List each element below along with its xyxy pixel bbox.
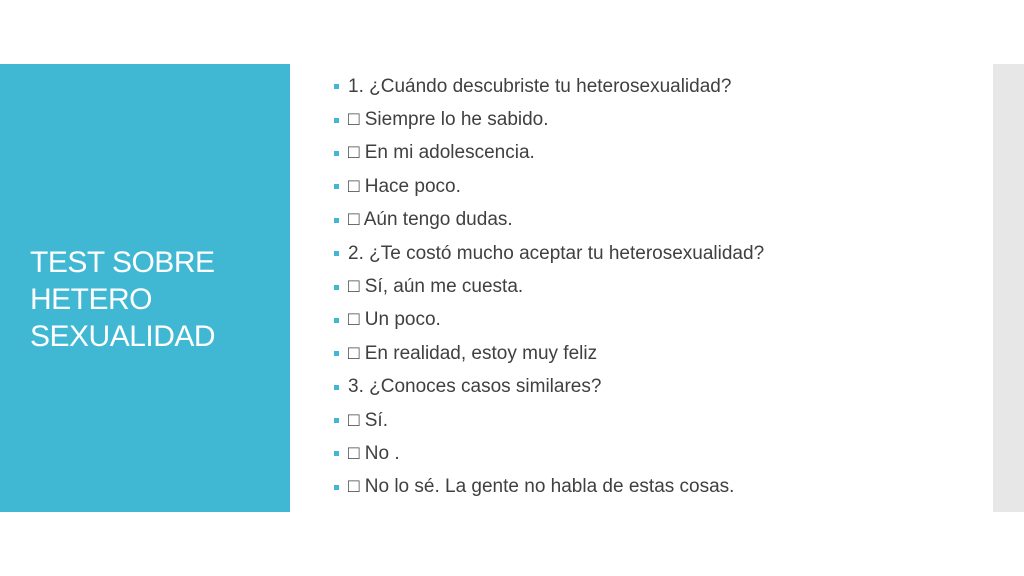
bullet-text: □ Sí. — [348, 409, 388, 431]
square-bullet-icon — [334, 184, 339, 189]
bullet-text: □ Sí, aún me cuesta. — [348, 276, 524, 298]
bullet-text: □ No . — [348, 442, 400, 464]
bullet-text: □ En realidad, estoy muy feliz — [348, 342, 598, 364]
bullet-text: □ En mi adolescencia. — [348, 142, 535, 164]
bullet-item — [334, 304, 764, 337]
bullet-item — [334, 137, 764, 170]
square-bullet-icon — [334, 118, 339, 123]
bullet-item — [334, 204, 764, 237]
bullet-text: 3. ¿Conoces casos similares? — [348, 376, 602, 398]
square-bullet-icon — [334, 451, 339, 456]
square-bullet-icon — [334, 318, 339, 323]
square-bullet-icon — [334, 418, 339, 423]
title-panel — [0, 64, 290, 512]
bullet-item — [334, 103, 764, 136]
bullet-text: 1. ¿Cuándo descubriste tu heterosexualidad? — [348, 75, 732, 97]
bullet-item — [334, 437, 764, 470]
bullet-list — [334, 70, 764, 504]
bullet-text: □ Un poco. — [348, 309, 441, 331]
bullet-item — [334, 471, 764, 504]
bullet-item — [334, 170, 764, 203]
bullet-item — [334, 70, 764, 103]
bullet-text: □ Hace poco. — [348, 175, 461, 197]
square-bullet-icon — [334, 385, 339, 390]
bullet-text: □ Aún tengo dudas. — [348, 209, 513, 231]
bullet-item — [334, 371, 764, 404]
square-bullet-icon — [334, 285, 339, 290]
bullet-item — [334, 270, 764, 303]
right-side-bar — [993, 64, 1024, 512]
square-bullet-icon — [334, 351, 339, 356]
bullet-item — [334, 237, 764, 270]
square-bullet-icon — [334, 485, 339, 490]
bullet-text: 2. ¿Te costó mucho aceptar tu heterosexualidad? — [348, 242, 765, 264]
slide-title: TEST SOBRE HETERO SEXUALIDAD — [30, 246, 216, 353]
bullet-item — [334, 337, 764, 370]
bullet-text: □ No lo sé. La gente no habla de estas cosas. — [348, 476, 735, 498]
bullet-item — [334, 404, 764, 437]
square-bullet-icon — [334, 218, 339, 223]
square-bullet-icon — [334, 251, 339, 256]
bullet-text: □ Siempre lo he sabido. — [348, 109, 549, 131]
square-bullet-icon — [334, 84, 339, 89]
square-bullet-icon — [334, 151, 339, 156]
